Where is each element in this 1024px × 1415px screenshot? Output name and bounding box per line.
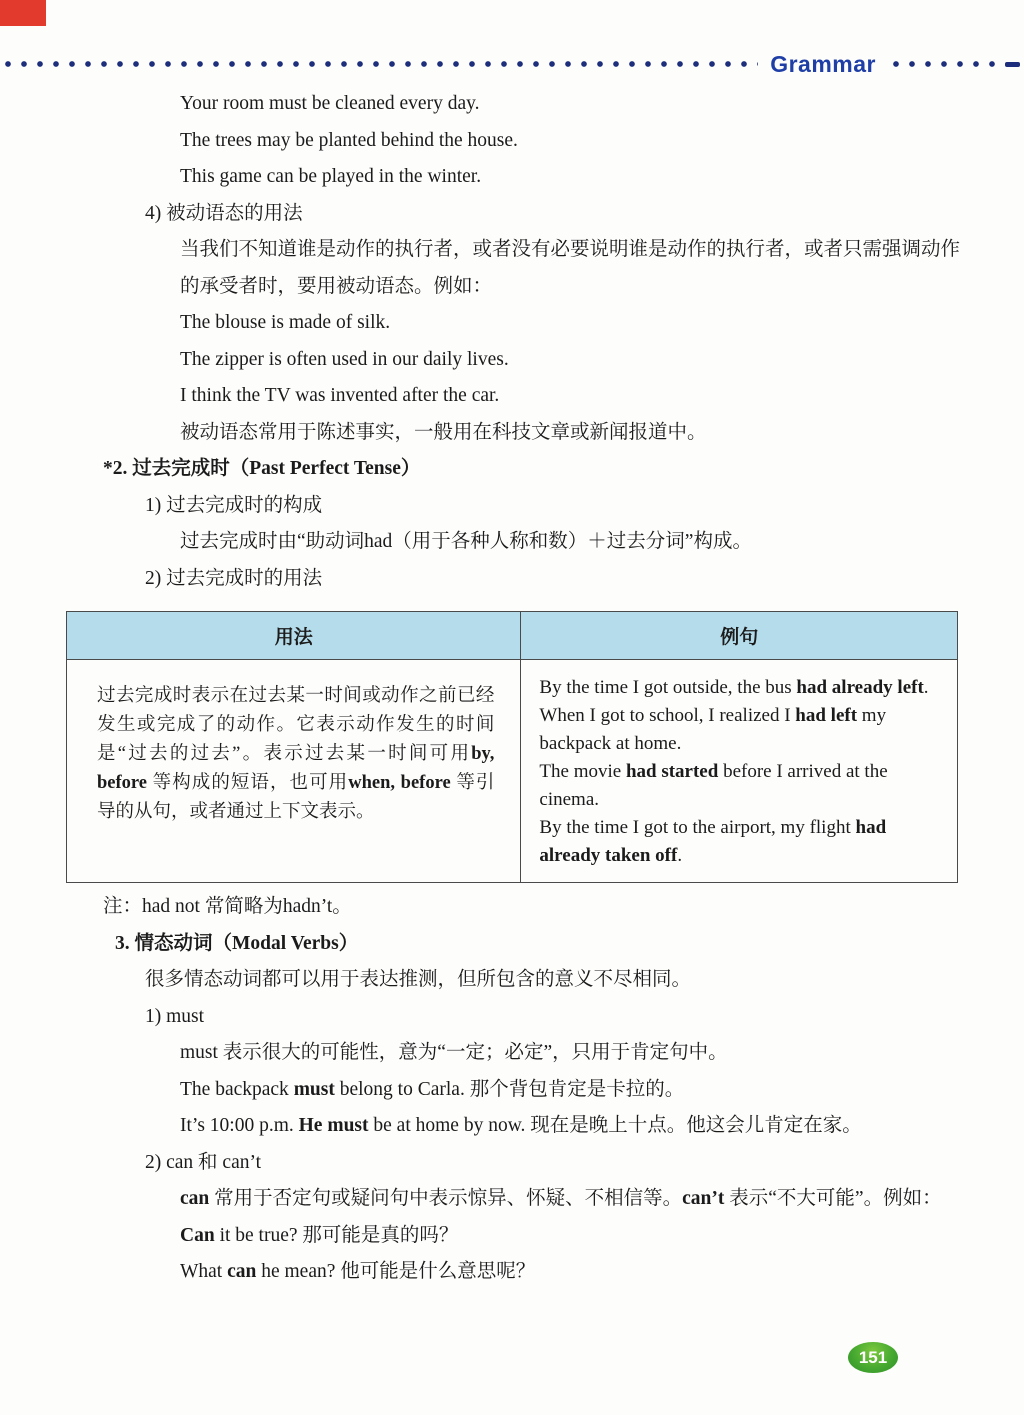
passive-usage-summary: 被动语态常用于陈述事实，一般用在科技文章或新闻报道中。	[180, 421, 707, 443]
must-explanation: must 表示很大的可能性，意为“一定；必定”，只用于肯定句中。	[180, 1042, 728, 1063]
passive-usage-paragraph: 当我们不知道谁是动作的执行者，或者没有必要说明谁是动作的执行者，或者只需强调动作的承受者时，要用被动语态。例如：	[180, 239, 961, 297]
table-header-usage: 用法	[67, 612, 521, 660]
past-perfect-formation-heading: 1) 过去完成时的构成	[145, 494, 323, 516]
examples-cell	[521, 660, 958, 883]
past-perfect-formation-text: 过去完成时由“助动词had（用于各种人称和数）＋过去分词”构成。	[180, 531, 752, 552]
page-number-badge: 151	[848, 1342, 898, 1373]
past-perfect-heading: *2. 过去完成时（Past Perfect Tense）	[103, 458, 421, 479]
dotted-rule-right	[888, 60, 1000, 68]
past-perfect-usage-table	[66, 611, 958, 883]
table-example-sentence: The movie had started before I arrived at the cinema.	[539, 761, 888, 810]
table-example-sentence: By the time I got outside, the bus had already left.	[539, 677, 929, 698]
can-example-sentence: Can it be true? 那可能是真的吗？	[180, 1224, 459, 1246]
example-sentence: The zipper is often used in our daily lives.	[180, 348, 509, 370]
table-example-sentence: When I got to school, I realized I had left my backpack at home.	[539, 705, 887, 754]
can-example-sentence: What can he mean? 他可能是什么意思呢？	[180, 1261, 536, 1282]
past-perfect-note: 注：had not 常简略为hadn’t。	[103, 896, 352, 917]
example-sentence: Your room must be cleaned every day.	[180, 93, 480, 114]
usage-cell	[67, 660, 521, 883]
table-header-examples: 例句	[521, 612, 958, 660]
dotted-rule-left	[0, 60, 758, 68]
table-header-row	[67, 612, 958, 660]
usage-text: 过去完成时表示在过去某一时间或动作之前已经发生或完成了的动作。它表示动作发生的时间是“过去的过去”。表示过去某一时间可用by, before 等构成的短语，也可用when, before 等引导的从句，或者通过上下文表示。	[97, 686, 495, 822]
page-header-title: Grammar	[770, 50, 876, 77]
can-explanation: can 常用于否定句或疑问句中表示惊异、怀疑、不相信等。can’t 表示“不大可能”。例如：	[180, 1188, 942, 1209]
must-example-sentence: The backpack must belong to Carla. 那个背包肯定是卡拉的。	[180, 1078, 685, 1100]
page-content	[0, 86, 1024, 1291]
modal-verbs-heading: 3. 情态动词（Modal Verbs）	[115, 932, 359, 954]
can-heading: 2) can 和 can’t	[145, 1151, 262, 1173]
table-body-row	[67, 660, 958, 883]
example-sentence: This game can be played in the winter.	[180, 166, 482, 187]
example-sentence: The blouse is made of silk.	[180, 312, 391, 333]
past-perfect-usage-heading: 2) 过去完成时的用法	[145, 567, 323, 589]
must-heading: 1) must	[145, 1005, 205, 1027]
red-corner-decoration	[0, 0, 46, 26]
page-header	[0, 50, 1024, 78]
passive-usage-heading: 4) 被动语态的用法	[145, 202, 303, 224]
table-example-sentence: By the time I got to the airport, my flight had already taken off.	[539, 817, 887, 866]
example-sentence: I think the TV was invented after the car.	[180, 385, 500, 406]
dotted-rule-end-dash	[1005, 62, 1020, 67]
modal-verbs-intro: 很多情态动词都可以用于表达推测，但所包含的意义不尽相同。	[145, 969, 692, 990]
example-sentence: The trees may be planted behind the house.	[180, 129, 518, 151]
must-example-sentence: It’s 10:00 p.m. He must be at home by now. 现在是晚上十点。他这会儿肯定在家。	[180, 1115, 862, 1136]
